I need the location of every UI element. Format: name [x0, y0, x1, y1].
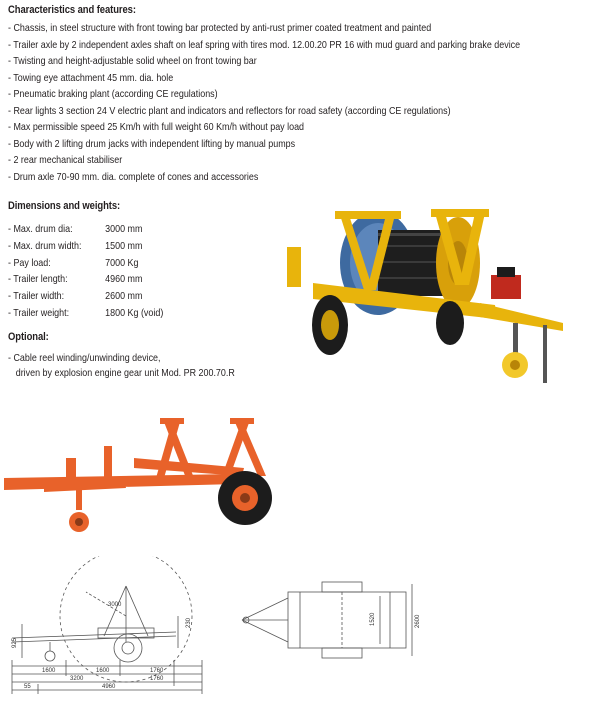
- dim-230-label: 230: [186, 617, 192, 628]
- feature-item: - 2 rear mechanical stabiliser: [8, 155, 123, 166]
- dimensions-heading: Dimensions and weights:: [8, 200, 121, 212]
- yellow-drum-trailer-photo: [285, 205, 567, 390]
- features-list: [8, 21, 558, 186]
- drawing-lines: [242, 582, 412, 658]
- characteristics-heading: Characteristics and features:: [8, 4, 136, 16]
- dimension-label: - Trailer length:: [8, 274, 68, 286]
- top-view-drawing: [240, 578, 422, 664]
- feature-item: - Max permissible speed 25 Km/h with full weight 60 Km/h without pay load: [8, 122, 305, 133]
- feature-item: - Twisting and height-adjustable solid wheel on front towing bar: [8, 56, 257, 67]
- dimension-row: [8, 222, 214, 239]
- dim-1760a-label: 1760: [150, 668, 164, 674]
- dim-3000-label: 3000: [108, 602, 122, 608]
- dimensions-table: [8, 222, 214, 323]
- optional-text: [8, 352, 235, 381]
- dimension-value: 1800 Kg (void): [105, 307, 164, 319]
- jockey-wheel: [502, 323, 547, 383]
- jockey-wheel: [69, 490, 89, 532]
- side-view-drawing: [8, 556, 208, 698]
- optional-line: driven by explosion engine gear unit Mod. PR 200.70.R: [15, 367, 235, 379]
- feature-item: - Pneumatic braking plant (according CE regulations): [8, 89, 218, 100]
- feature-item: - Trailer axle by 2 independent axles shaft on leaf spring with tires mod. 12.00.20 PR 16 with mud guard and parking brake device: [8, 39, 521, 51]
- dim-1760b-label: 1760: [150, 676, 164, 682]
- engine-unit: [491, 267, 521, 299]
- dim-1600b-label: 1600: [96, 668, 110, 674]
- dimension-row: [8, 289, 214, 306]
- dim-1520-label: 1520: [370, 612, 376, 626]
- dim-55-label: 55: [24, 684, 31, 690]
- dim-2600-label: 2600: [415, 614, 421, 628]
- feature-item: - Drum axle 70-90 mm. dia. complete of cones and accessories: [8, 171, 259, 183]
- dim-1600a-label: 1600: [42, 668, 56, 674]
- dim-4960-label: 4960: [102, 684, 116, 690]
- dimension-value: 7000 Kg: [105, 257, 139, 269]
- dimension-value: 3000 mm: [105, 224, 143, 235]
- trailer-wheel: [218, 471, 272, 525]
- dimension-label: - Max. drum dia:: [8, 224, 73, 235]
- optional-heading: Optional:: [8, 331, 49, 343]
- dimension-value: 1500 mm: [105, 240, 143, 252]
- dimension-row: [8, 256, 214, 273]
- feature-item: - Rear lights 3 section 24 V electric plant and indicators and reflectors for road safety (according CE regulations): [8, 105, 451, 117]
- dimension-value: 2600 mm: [105, 291, 143, 303]
- dimension-label: - Max. drum width:: [8, 240, 82, 252]
- dimension-row: [8, 239, 214, 256]
- dimension-label: - Trailer width:: [8, 291, 65, 303]
- dim-3200-label: 3200: [70, 676, 84, 682]
- dimension-row: [8, 306, 214, 323]
- feature-item: - Towing eye attachment 45 mm. dia. hole: [8, 72, 174, 84]
- orange-trailer-photo: [4, 418, 286, 536]
- dimension-label: - Pay load:: [8, 257, 51, 269]
- dimension-label: - Trailer weight:: [8, 307, 70, 319]
- dimension-row: [8, 272, 214, 289]
- dim-925-label: 925: [12, 637, 18, 648]
- dimension-value: 4960 mm: [105, 274, 143, 286]
- feature-item: - Chassis, in steel structure with front towing bar protected by anti-rust primer coated treatment and painted: [8, 23, 432, 34]
- optional-line: - Cable reel winding/unwinding device,: [8, 353, 161, 364]
- feature-item: - Body with 2 lifting drum jacks with independent lifting by manual pumps: [8, 138, 296, 150]
